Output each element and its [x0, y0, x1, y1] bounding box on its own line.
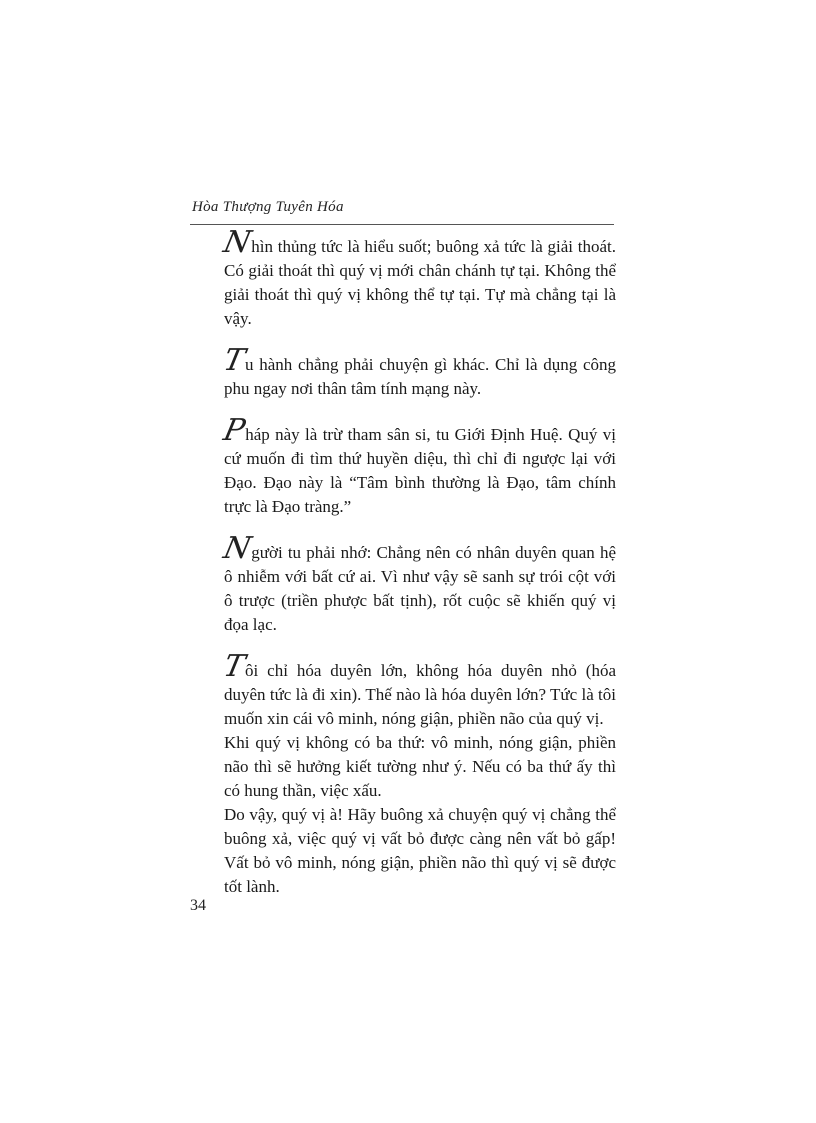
dropcap-2: T: [220, 343, 248, 378]
dropcap-3: P: [220, 413, 249, 448]
paragraph-4: [220, 531, 616, 637]
page-number: 34: [190, 897, 206, 914]
paragraph-5-text: ôi chỉ hóa duyên lớn, không hóa duyên nhỏ (hóa duyên tức là đi xin). Thế nào là hóa duyên lớn? Tức là tôi muốn xin cái vô minh, nóng giận, phiền não của quý vị.: [224, 661, 616, 728]
paragraph-5: [220, 649, 616, 731]
paragraph-3: [220, 413, 616, 519]
paragraph-3-text: háp này là trừ tham sân si, tu Giới Định Huệ. Quý vị cứ muốn đi tìm thứ huyền diệu, thì chỉ đi ngược lại với Đạo. Đạo này là “Tâm bình thường là Đạo, tâm chính trực là Đạo tràng.”: [224, 425, 616, 516]
paragraph-2-text: u hành chẳng phải chuyện gì khác. Chỉ là dụng công phu ngay nơi thân tâm tính mạng này.: [224, 355, 616, 398]
paragraph-7: Do vậy, quý vị à! Hãy buông xả chuyện quý vị chẳng thể buông xả, việc quý vị vất bỏ được càng nên vất bỏ gấp! Vất bỏ vô minh, nóng giận, phiền não thì quý vị sẽ được tốt lành.: [224, 805, 616, 896]
paragraph-6: Khi quý vị không có ba thứ: vô minh, nóng giận, phiền não thì sẽ hưởng kiết tường như ý. Nếu có ba thứ ấy thì có hung thần, việc xấu.: [224, 733, 616, 800]
paragraph-4-text: gười tu phải nhớ: Chẳng nên có nhân duyên quan hệ ô nhiễm với bất cứ ai. Vì như vậy sẽ sanh sự trói cột với ô trược (triền phược bất tịnh), rốt cuộc sẽ khiến quý vị đọa lạc.: [224, 543, 616, 634]
running-header-title: Hòa Thượng Tuyên Hóa: [192, 199, 344, 215]
dropcap-1: N: [220, 225, 255, 260]
paragraph-1: [220, 225, 616, 331]
page-body: [220, 225, 616, 899]
dropcap-4: N: [220, 531, 255, 566]
paragraph-2: [220, 343, 616, 401]
dropcap-5: T: [220, 649, 248, 684]
paragraph-1-text: hìn thủng tức là hiểu suốt; buông xả tức là giải thoát. Có giải thoát thì quý vị mới chân chánh tự tại. Không thể giải thoát thì quý vị không thể tự tại. Tự mà chẳng tại là vậy.: [224, 237, 616, 328]
